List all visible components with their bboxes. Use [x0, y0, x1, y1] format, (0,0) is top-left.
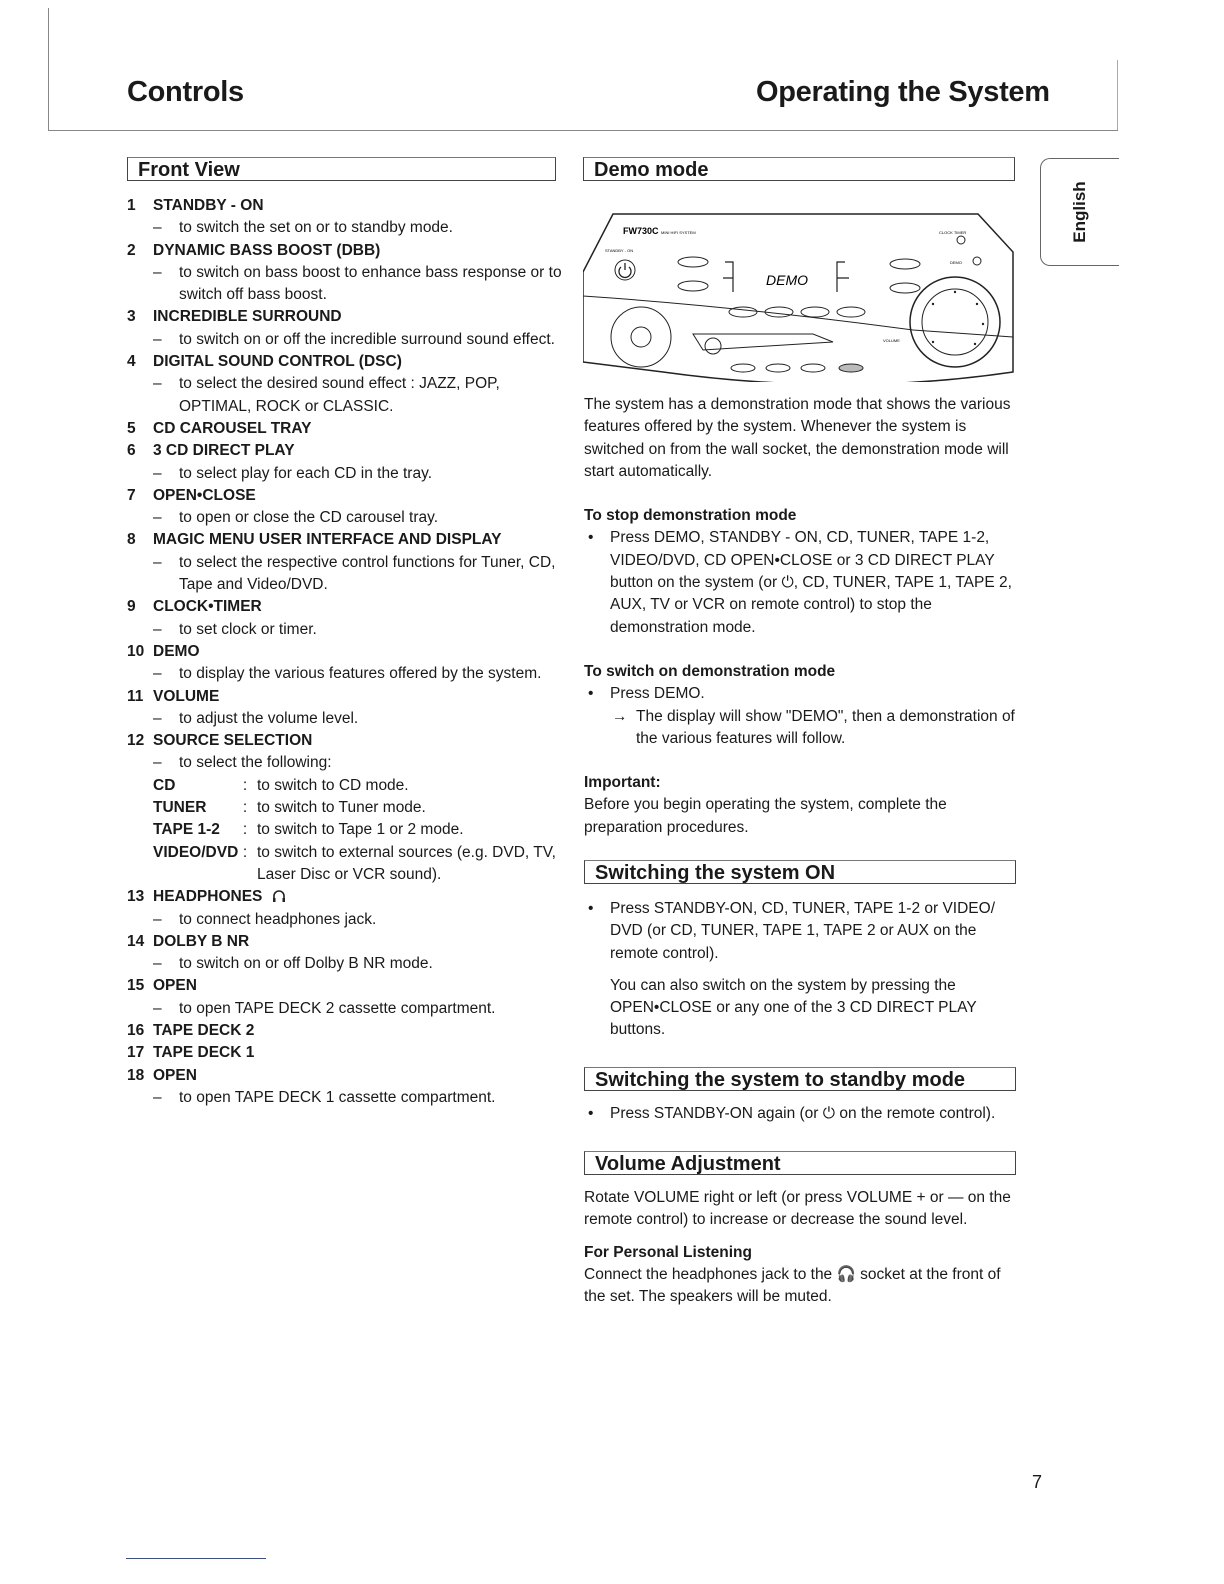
stop-demo-heading: To stop demonstration mode: [584, 507, 797, 525]
volume-text: Rotate VOLUME right or left (or press VOLUME + or — on the remote control) to increase or decrease the sound level.: [584, 1189, 1011, 1229]
volume-body: [584, 1187, 1016, 1308]
page-title-controls: Controls: [127, 76, 244, 108]
item-12: 12 SOURCE SELECTION – to select the following: CD : to switch to CD mode. TUNER : to switch to Tuner mode. TAPE 1-2 : to switch to Tape 1 or 2 mode. VIDEO/DVD : to switch to external sources (e.g. DVD, TV, Laser Disc or VCR sound).: [127, 730, 567, 886]
item-7: 7 OPEN•CLOSE – to open or close the CD carousel tray.: [127, 486, 439, 527]
item-1: 1 STANDBY - ON – to switch the set on or to standby mode.: [127, 197, 453, 237]
switch-demo-heading: To switch on demonstration mode: [584, 662, 836, 680]
item-6: 6 3 CD DIRECT PLAY – to select play for each CD in the tray.: [127, 442, 432, 482]
section-title-switch-on: [584, 860, 1016, 884]
item-4: 4 DIGITAL SOUND CONTROL (DSC) – to select the desired sound effect : JAZZ, POP, OPTIMAL, ROCK or CLASSIC.: [127, 353, 500, 415]
top-right-frame-line: [1117, 60, 1118, 130]
important-text: Before you begin operating the system, complete the preparation procedures.: [584, 796, 947, 836]
item-14: 14 DOLBY B NR – to switch on or off Dolby B NR mode.: [127, 932, 433, 973]
front-view-title: Front View: [138, 159, 240, 181]
demo-mode-title: Demo mode: [594, 159, 709, 181]
top-rule: [48, 130, 1118, 131]
device-volume-label: VOLUME: [883, 338, 900, 343]
device-standby-label: STANDBY - ON: [605, 248, 634, 253]
item-15: 15 OPEN – to open TAPE DECK 2 cassette compartment.: [127, 977, 496, 1017]
personal-listening-heading: For Personal Listening: [584, 1243, 752, 1261]
important-heading: Important:: [584, 774, 661, 792]
item-16: 16 TAPE DECK 2: [127, 1021, 255, 1039]
item-8: 8 MAGIC MENU USER INTERFACE AND DISPLAY – to select the respective control functions for Tuner, CD, Tape and Video/DVD.: [127, 531, 556, 594]
switch-demo-result: → The display will show "DEMO", then a demonstration of the various features will follow.: [612, 707, 1015, 747]
item-5: 5 CD CAROUSEL TRAY: [127, 419, 312, 437]
page-title-operating: Operating the System: [756, 76, 1050, 108]
device-model-sub: MINI HIFI SYSTEM: [661, 230, 696, 235]
section-title-front-view: [127, 157, 556, 181]
section-title-demo-mode: [583, 157, 1015, 181]
front-view-list: [127, 195, 567, 1109]
volume-title: Volume Adjustment: [595, 1153, 781, 1175]
page-number: 7: [1032, 1472, 1043, 1492]
switch-demo-bullet: • Press DEMO.: [588, 685, 705, 703]
item-17: 17 TAPE DECK 1: [127, 1044, 255, 1062]
device-demo-label: DEMO: [950, 260, 962, 265]
top-left-frame-line: [48, 8, 49, 130]
device-clock-label: CLOCK TIMER: [939, 230, 967, 235]
headphones-icon: [271, 888, 287, 904]
item-9: 9 CLOCK•TIMER – to set clock or timer.: [127, 598, 317, 638]
source-row-video: VIDEO/DVD : to switch to external sources (e.g. DVD, TV, Laser Disc or VCR sound).: [153, 843, 556, 883]
section-title-volume: [584, 1151, 1016, 1175]
language-tab: [1040, 158, 1119, 266]
standby-body: [584, 1103, 1016, 1125]
item-13: 13 HEADPHONES – to connect headphones jack.: [127, 888, 377, 928]
switch-on-bullet: • Press STANDBY-ON, CD, TUNER, TAPE 1-2 or VIDEO/ DVD (or CD, TUNER, TAPE 1, TAPE 2 or AUX on the remote control).: [588, 900, 996, 962]
switch-on-title: Switching the system ON: [595, 862, 836, 884]
device-model-label: FW730C: [623, 226, 659, 236]
standby-title: Switching the system to standby mode: [595, 1069, 966, 1091]
demo-mode-body: [584, 394, 1016, 839]
source-row-tape: TAPE 1-2 : to switch to Tape 1 or 2 mode.: [153, 821, 464, 839]
section-title-standby: [584, 1067, 1016, 1091]
switch-on-extra: You can also switch on the system by pressing the OPEN•CLOSE or any one of the 3 CD DIRECT PLAY buttons.: [610, 976, 977, 1039]
language-tab-label: English: [1070, 181, 1089, 243]
bottom-blue-line: [126, 1558, 266, 1559]
device-front-illustration: [583, 212, 1015, 382]
device-display-text: DEMO: [766, 272, 808, 288]
demo-intro: The system has a demonstration mode that shows the various features offered by the system. Whenever the system is switched on from the wall socket, the demonstration mode will start automatically.: [584, 396, 1011, 480]
item-2: 2 DYNAMIC BASS BOOST (DBB) – to switch on bass boost to enhance bass response or to switch off bass boost.: [127, 241, 562, 304]
source-row-tuner: TUNER : to switch to Tuner mode.: [153, 799, 426, 817]
stop-demo-bullet: • Press DEMO, STANDBY - ON, CD, TUNER, TAPE 1-2, VIDEO/DVD, CD OPEN•CLOSE or 3 CD DIRECT PLAY button on the system (or ⏻, CD, TUNER, TAPE 1, TAPE 2, AUX, TV or VCR on remote control) to stop the demonstration mode.: [588, 529, 1012, 636]
item-11: 11 VOLUME – to adjust the volume level.: [127, 687, 359, 727]
personal-listening-text: Connect the headphones jack to the 🎧 socket at the front of the set. The speakers will be muted.: [584, 1265, 1001, 1306]
source-row-cd: CD : to switch to CD mode.: [153, 776, 409, 794]
standby-bullet: • Press STANDBY-ON again (or ⏻ on the remote control).: [588, 1105, 996, 1122]
switch-on-body: [584, 898, 1016, 1042]
item-3: 3 INCREDIBLE SURROUND – to switch on or off the incredible surround sound effect.: [127, 308, 555, 348]
item-18: 18 OPEN – to open TAPE DECK 1 cassette compartment.: [127, 1066, 496, 1106]
item-10: 10 DEMO – to display the various features offered by the system.: [127, 642, 542, 683]
